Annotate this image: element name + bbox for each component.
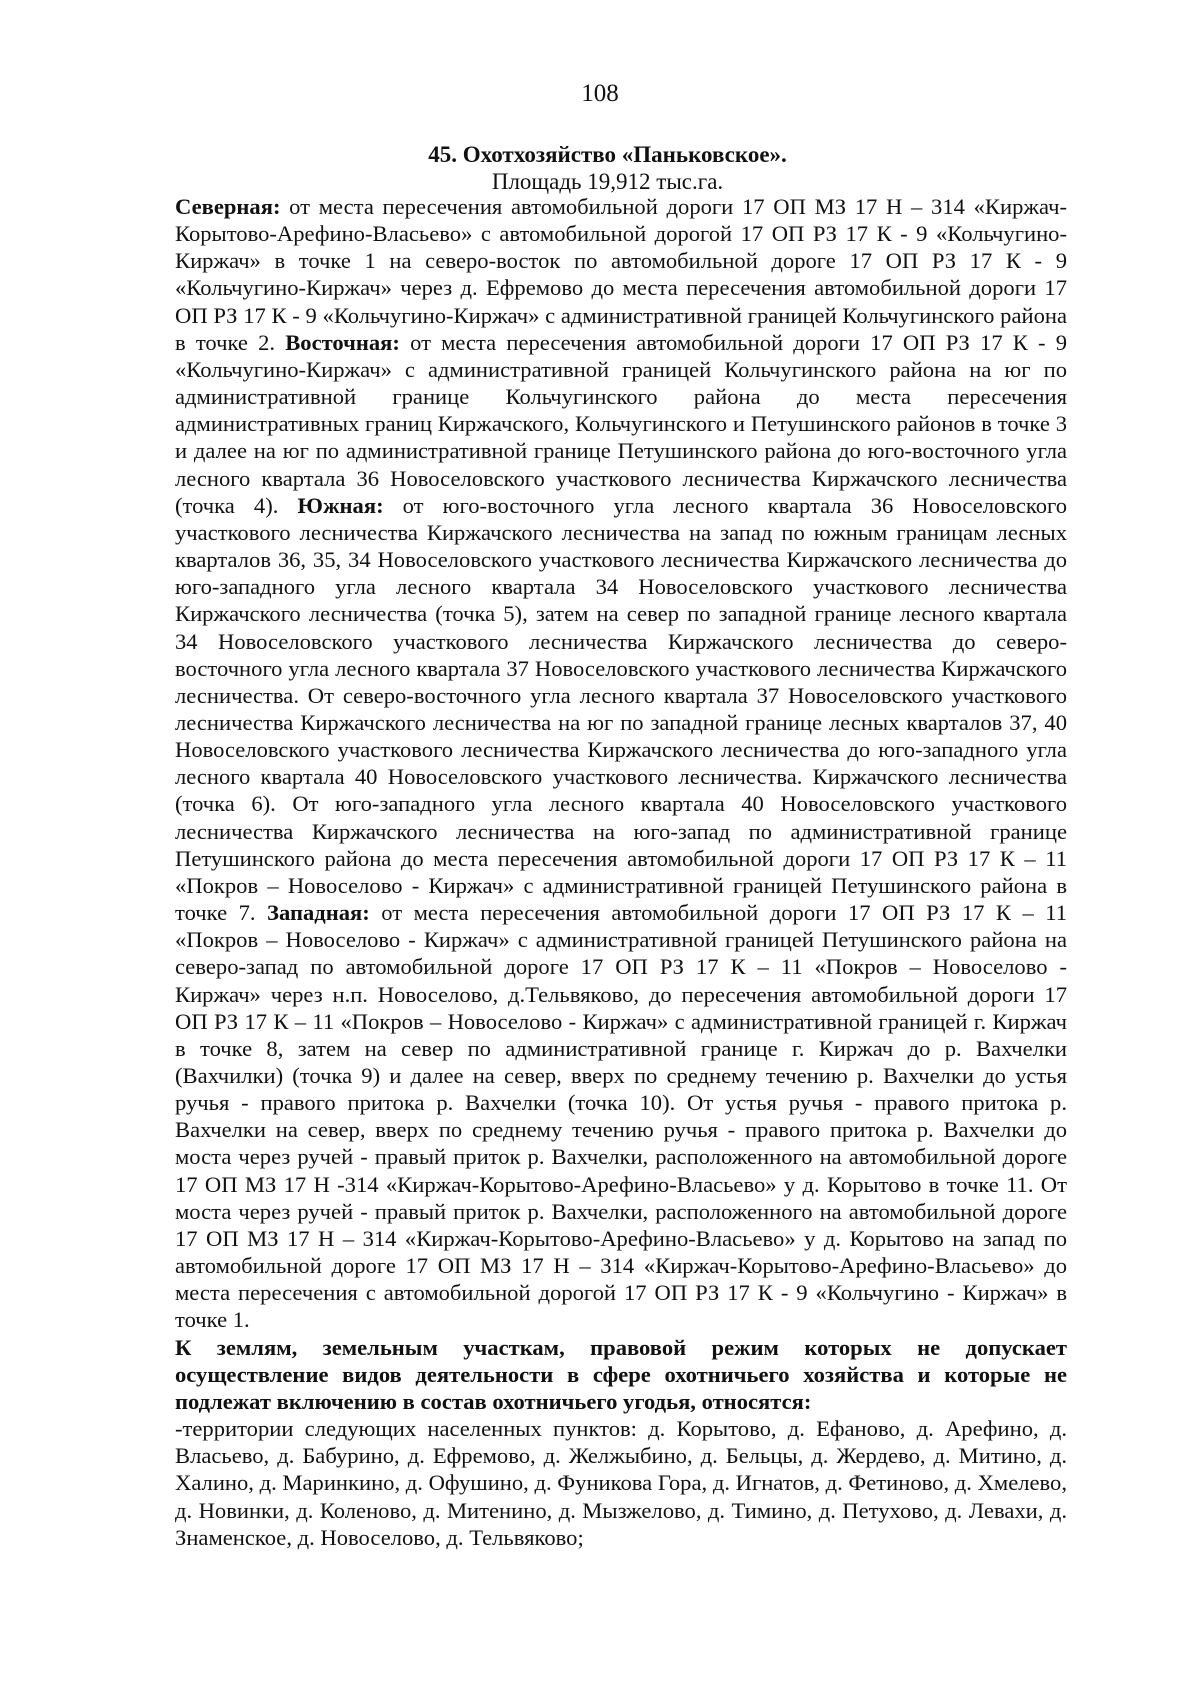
hunting-ground-title: 45. Охотхозяйство «Паньковское».: [428, 142, 787, 167]
north-boundary-label: Северная:: [175, 194, 281, 219]
north-boundary-text: от места пересечения автомобильной дороги 17 ОП МЗ 17 Н – 314 «Киржач-Корытово-Арефино-Власьево» с автомобильной дорогой 17 ОП РЗ 17 К - 9 «Кольчугино-Киржач» в точке 1 на северо-восток по автомобильной дороге 17 ОП РЗ 17 К - 9 «Кольчугино-Киржач» через д. Ефремово до места пересечения автомобильной дороги 17 ОП РЗ 17 К - 9 «Кольчугино-Киржач» с административной границей Кольчугинского района в точке 2.: [175, 194, 1067, 355]
page-number: 108: [581, 80, 619, 107]
south-boundary-label: Южная:: [297, 492, 384, 518]
excluded-lands-text: -территории следующих населенных пунктов: д. Корытово, д. Ефаново, д. Арефино, д. Власьево, д. Бабурино, д. Ефремово, д. Желжыбино, д. Бельцы, д. Жердево, д. Митино, д. Халино, д. Маринкино, д. Офушино, д. Фуникова Гора, д. Игнатов, д. Фетиново, д. Хмелево, д. Новинки, д. Коленово, д. Митенино, д. Мызжелово, д. Тимино, д. Петухово, д. Левахи, д. Знаменское, д. Новоселово, д. Тельвяково;: [175, 1416, 1067, 1550]
boundaries-paragraph: [175, 193, 1067, 1334]
west-boundary-text: от места пересечения автомобильной дороги 17 ОП РЗ 17 К – 11 «Покров – Новоселово - Киржач» с административной границей Петушинского района на северо-запад по автомобильной дороге 17 ОП РЗ 17 К – 11 «Покров – Новоселово - Киржач» через н.п. Новоселово, д.Тельвяково, до пересечения автомобильной дороги 17 ОП РЗ 17 К – 11 «Покров – Новоселово - Киржач» с административной границей г. Киржач в точке 8, затем на север по административной границе г. Киржач до р. Вахчелки (Вахчилки) (точка 9) и далее на север, вверх по среднему течению р. Вахчелки до устья ручья - правого притока р. Вахчелки (точка 10). От устья ручья - правого притока р. Вахчелки на север, вверх по среднему течению ручья - правого притока р. Вахчелки до моста через ручей - правый приток р. Вахчелки, расположенного на автомобильной дороге 17 ОП МЗ 17 Н -314 «Киржач-Корытово-Арефино-Власьево» у д. Корытово в точке 11. От моста через ручей - правый приток р. Вахчелки, расположенного на автомобильной дороге 17 ОП МЗ 17 Н – 314 «Киржач-Корытово-Арефино-Власьево» у д. Корытово на запад по автомобильной дороге 17 ОП МЗ 17 Н – 314 «Киржач-Корытово-Арефино-Власьево» до места пересечения с автомобильной дорогой 17 ОП РЗ 17 К - 9 «Кольчугино - Киржач» в точке 1.: [175, 900, 1068, 1333]
excluded-lands-heading: К землям, земельным участкам, правовой режим которых не допускает осуществление видов деятельности в сфере охотничьего хозяйства и которые не подлежат включению в состав охотничьего угодья, относятся:: [175, 1334, 1067, 1414]
east-boundary-text: от места пересечения автомобильной дороги 17 ОП РЗ 17 К - 9 «Кольчугино-Киржач» с административной границей Кольчугинского района на юг по административной границе Кольчугинского района до места пересечения административных границ Киржачского, Кольчугинского и Петушинского районов в точке 3 и далее на юг по административной границе Петушинского района до юго-восточного угла лесного квартала 36 Новоселовского участкового лесничества Киржачского лесничества (точка 4).: [175, 329, 1068, 518]
area-line: Площадь 19,912 тыс.га.: [491, 169, 724, 194]
south-boundary-text: от юго-восточного угла лесного квартала 36 Новоселовского участкового лесничества Киржачского лесничества на запад по южным границам лесных кварталов 36, 35, 34 Новоселовского участкового лесничества Киржачского лесничества до юго-западного угла лесного квартала 34 Новоселовского участкового лесничества Киржачского лесничества (точка 5), затем на север по западной границе лесного квартала 34 Новоселовского участкового лесничества Киржачского лесничества до северо-восточного угла лесного квартала 37 Новоселовского участкового лесничества Киржачского лесничества. От северо-восточного угла лесного квартала 37 Новоселовского участкового лесничества Киржачского лесничества на юг по западной границе лесных кварталов 37, 40 Новоселовского участкового лесничества Киржачского лесничества до юго-западного угла лесного квартала 40 Новоселовского участкового лесничества. Киржачского лесничества (точка 6). От юго-западного угла лесного квартала 40 Новоселовского участкового лесничества Киржачского лесничества на юго-запад по административной границе Петушинского района до места пересечения автомобильной дороги 17 ОП РЗ 17 К – 11 «Покров – Новоселово - Киржач» с административной границей Петушинского района в точке 7.: [175, 492, 1067, 926]
section-heading-block: [175, 141, 1040, 195]
document-body: [175, 193, 1067, 1551]
east-boundary-label: Восточная:: [285, 329, 400, 355]
west-boundary-label: Западная:: [267, 900, 370, 926]
